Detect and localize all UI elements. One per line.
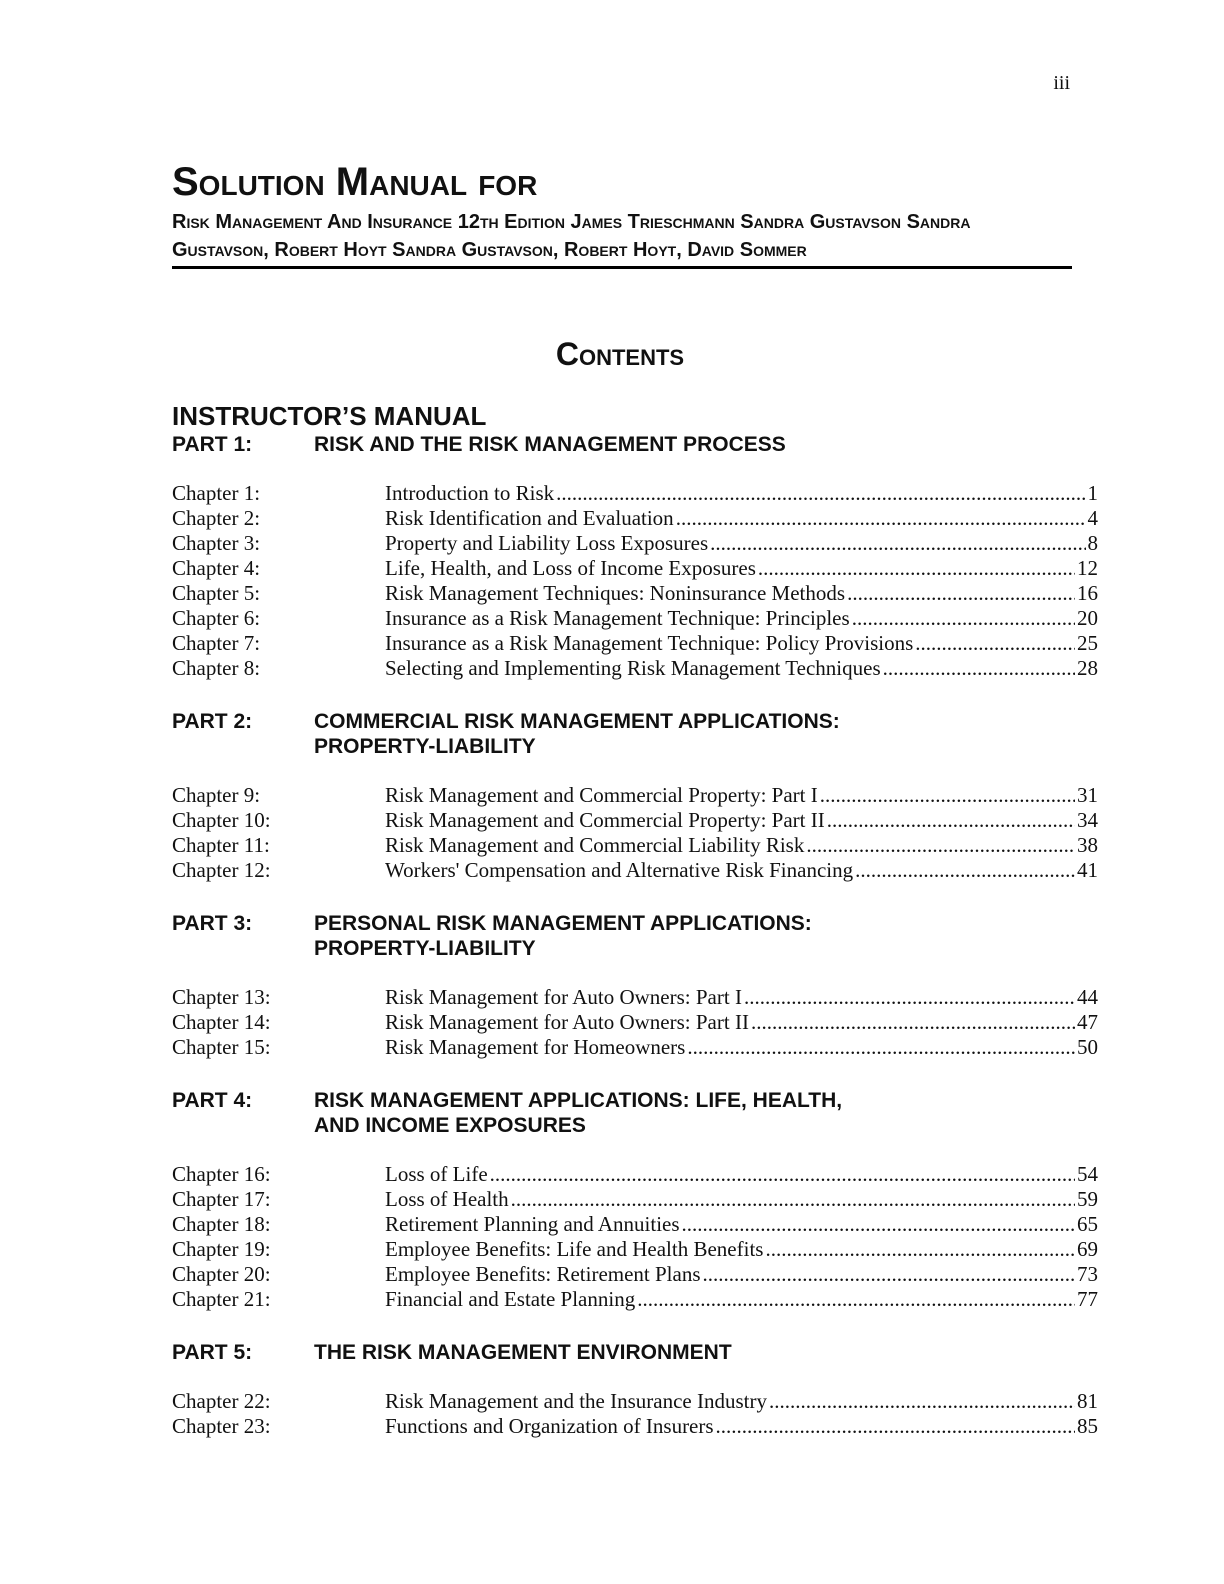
dot-leader (827, 808, 1075, 833)
dot-leader (716, 1414, 1075, 1439)
chapter-title-cell (385, 1262, 1098, 1287)
manual-heading: INSTRUCTOR’S MANUAL (172, 401, 487, 431)
chapter-title-cell (385, 1237, 1098, 1262)
dot-leader (883, 656, 1075, 681)
toc-entry[interactable] (172, 833, 1098, 858)
chapter-title-cell (385, 808, 1098, 833)
chapter-number: Chapter 3: (172, 531, 261, 555)
dot-leader (855, 858, 1075, 883)
part-heading (172, 432, 1098, 457)
chapter-page-number: 41 (1077, 858, 1098, 882)
part-heading (172, 911, 1098, 961)
dot-leader (637, 1287, 1075, 1312)
chapter-title: Introduction to Risk (385, 481, 555, 505)
dot-leader (852, 606, 1075, 631)
toc-entry[interactable] (172, 556, 1098, 581)
chapter-title: Risk Management Techniques: Noninsurance Methods (385, 581, 846, 605)
chapter-title: Risk Management for Auto Owners: Part I (385, 985, 742, 1009)
chapter-page-number: 4 (1087, 506, 1098, 530)
toc-entry[interactable] (172, 481, 1098, 506)
dot-leader (703, 1262, 1075, 1287)
part-heading (172, 1340, 1098, 1365)
toc-entry[interactable] (172, 631, 1098, 656)
chapter-number: Chapter 13: (172, 985, 271, 1009)
dot-leader (915, 631, 1075, 656)
chapter-title-cell (385, 1035, 1098, 1060)
toc-entry[interactable] (172, 1010, 1098, 1035)
dot-leader (744, 985, 1075, 1010)
chapter-number: Chapter 16: (172, 1162, 271, 1186)
chapter-page-number: 69 (1077, 1237, 1098, 1261)
chapter-number: Chapter 11: (172, 833, 270, 857)
chapter-number: Chapter 5: (172, 581, 261, 605)
part-label: PART 4: (172, 1089, 253, 1112)
part-title (314, 1088, 1098, 1138)
chapter-number: Chapter 8: (172, 656, 261, 680)
part-title-line: RISK MANAGEMENT APPLICATIONS: LIFE, HEALTH, (314, 1089, 843, 1112)
chapter-title-cell (385, 1389, 1098, 1414)
chapter-title: Life, Health, and Loss of Income Exposures (385, 556, 756, 580)
chapter-title: Workers' Compensation and Alternative Risk Financing (385, 858, 854, 882)
chapter-list (172, 1162, 1098, 1312)
toc-entry[interactable] (172, 1035, 1098, 1060)
part-label: PART 3: (172, 912, 253, 935)
chapter-title-cell (385, 858, 1098, 883)
toc-part (172, 911, 1098, 1060)
dot-leader (769, 1389, 1075, 1414)
chapter-title: Employee Benefits: Retirement Plans (385, 1262, 701, 1286)
chapter-list (172, 985, 1098, 1060)
chapter-title: Property and Liability Loss Exposures (385, 531, 709, 555)
document-title: Solution Manual for (172, 160, 538, 204)
part-title-line: PROPERTY-LIABILITY (314, 735, 536, 758)
chapter-title-cell (385, 481, 1098, 506)
chapter-title: Functions and Organization of Insurers (385, 1414, 714, 1438)
chapter-title: Risk Management and the Insurance Industry (385, 1389, 767, 1413)
dot-leader (556, 481, 1085, 506)
chapter-number: Chapter 18: (172, 1212, 271, 1236)
toc-entry[interactable] (172, 656, 1098, 681)
toc-entry[interactable] (172, 985, 1098, 1010)
dot-leader (490, 1162, 1075, 1187)
chapter-number: Chapter 15: (172, 1035, 271, 1059)
chapter-number: Chapter 1: (172, 481, 261, 505)
toc-entry[interactable] (172, 531, 1098, 556)
part-title (314, 432, 1098, 457)
chapter-number: Chapter 10: (172, 808, 271, 832)
chapter-number: Chapter 6: (172, 606, 261, 630)
chapter-page-number: 54 (1077, 1162, 1098, 1186)
chapter-title-cell (385, 985, 1098, 1010)
chapter-page-number: 20 (1077, 606, 1098, 630)
chapter-title: Insurance as a Risk Management Technique: Policy Provisions (385, 631, 914, 655)
chapter-page-number: 34 (1077, 808, 1098, 832)
dot-leader (687, 1035, 1075, 1060)
part-title (314, 911, 1098, 961)
chapter-page-number: 85 (1077, 1414, 1098, 1438)
chapter-page-number: 81 (1077, 1389, 1098, 1413)
chapter-title-cell (385, 1162, 1098, 1187)
dot-leader (682, 1212, 1075, 1237)
chapter-number: Chapter 12: (172, 858, 271, 882)
chapter-page-number: 8 (1087, 531, 1098, 555)
chapter-number: Chapter 4: (172, 556, 261, 580)
contents-heading: Contents (555, 336, 685, 372)
part-title-line: RISK AND THE RISK MANAGEMENT PROCESS (314, 433, 786, 456)
toc-entry[interactable] (172, 1414, 1098, 1439)
chapter-number: Chapter 21: (172, 1287, 271, 1311)
title-block (172, 158, 1072, 269)
chapter-title-cell (385, 1287, 1098, 1312)
chapter-page-number: 77 (1077, 1287, 1098, 1311)
chapter-page-number: 65 (1077, 1212, 1098, 1236)
chapter-number: Chapter 22: (172, 1389, 271, 1413)
toc-entry[interactable] (172, 581, 1098, 606)
page-number: iii (1053, 72, 1070, 94)
chapter-list (172, 481, 1098, 681)
chapter-page-number: 38 (1077, 833, 1098, 857)
chapter-title: Risk Management for Auto Owners: Part II (385, 1010, 749, 1034)
chapter-number: Chapter 14: (172, 1010, 271, 1034)
chapter-title: Insurance as a Risk Management Technique: Principles (385, 606, 850, 630)
dot-leader (758, 556, 1075, 581)
part-heading (172, 1088, 1098, 1138)
chapter-title-cell (385, 783, 1098, 808)
part-label: PART 1: (172, 433, 253, 456)
chapter-number: Chapter 9: (172, 783, 261, 807)
chapter-page-number: 31 (1077, 783, 1098, 807)
chapter-title-cell (385, 606, 1098, 631)
toc-entry[interactable] (172, 783, 1098, 808)
chapter-list (172, 1389, 1098, 1439)
toc-entry[interactable] (172, 1237, 1098, 1262)
dot-leader (765, 1237, 1075, 1262)
toc-entry[interactable] (172, 606, 1098, 631)
chapter-title: Financial and Estate Planning (385, 1287, 636, 1311)
chapter-title: Risk Management for Homeowners (385, 1035, 686, 1059)
chapter-page-number: 12 (1077, 556, 1098, 580)
chapter-page-number: 50 (1077, 1035, 1098, 1059)
part-title-line: THE RISK MANAGEMENT ENVIRONMENT (314, 1341, 732, 1364)
dot-leader (847, 581, 1075, 606)
chapter-number: Chapter 19: (172, 1237, 271, 1261)
dot-leader (820, 783, 1075, 808)
chapter-title: Selecting and Implementing Risk Management Techniques (385, 656, 881, 680)
toc-entry[interactable] (172, 1287, 1098, 1312)
chapter-page-number: 16 (1077, 581, 1098, 605)
toc-entry[interactable] (172, 1262, 1098, 1287)
toc-entry[interactable] (172, 808, 1098, 833)
toc-part (172, 1340, 1098, 1439)
part-label: PART 2: (172, 710, 253, 733)
chapter-title: Loss of Life (385, 1162, 488, 1186)
table-of-contents (172, 400, 1098, 1439)
chapter-page-number: 47 (1077, 1010, 1098, 1034)
chapter-title-cell (385, 556, 1098, 581)
part-title-line: PERSONAL RISK MANAGEMENT APPLICATIONS: (314, 912, 812, 935)
chapter-number: Chapter 20: (172, 1262, 271, 1286)
chapter-page-number: 59 (1077, 1187, 1098, 1211)
chapter-title-cell (385, 656, 1098, 681)
chapter-title-cell (385, 581, 1098, 606)
chapter-page-number: 1 (1087, 481, 1098, 505)
chapter-title: Risk Identification and Evaluation (385, 506, 674, 530)
part-title-line: PROPERTY-LIABILITY (314, 937, 536, 960)
toc-entry[interactable] (172, 506, 1098, 531)
chapter-title-cell (385, 1187, 1098, 1212)
toc-entry[interactable] (172, 1162, 1098, 1187)
dot-leader (511, 1187, 1075, 1212)
chapter-title: Risk Management and Commercial Liability Risk (385, 833, 805, 857)
chapter-title: Employee Benefits: Life and Health Benefits (385, 1237, 764, 1261)
parts-container (172, 432, 1098, 1439)
toc-entry[interactable] (172, 858, 1098, 883)
chapter-title: Risk Management and Commercial Property: Part II (385, 808, 825, 832)
chapter-page-number: 73 (1077, 1262, 1098, 1286)
chapter-title-cell (385, 1010, 1098, 1035)
dot-leader (806, 833, 1075, 858)
chapter-title-cell (385, 1414, 1098, 1439)
toc-part (172, 1088, 1098, 1312)
part-label: PART 5: (172, 1341, 253, 1364)
chapter-page-number: 28 (1077, 656, 1098, 680)
chapter-title: Loss of Health (385, 1187, 509, 1211)
toc-entry[interactable] (172, 1389, 1098, 1414)
chapter-list (172, 783, 1098, 883)
toc-part (172, 709, 1098, 883)
chapter-title: Retirement Planning and Annuities (385, 1212, 680, 1236)
chapter-title-cell (385, 531, 1098, 556)
chapter-page-number: 44 (1077, 985, 1098, 1009)
dot-leader (751, 1010, 1075, 1035)
chapter-title-cell (385, 631, 1098, 656)
part-title (314, 709, 1098, 759)
part-title (314, 1340, 1098, 1365)
chapter-title-cell (385, 506, 1098, 531)
chapter-number: Chapter 2: (172, 506, 261, 530)
toc-entry[interactable] (172, 1212, 1098, 1237)
dot-leader (710, 531, 1085, 556)
chapter-number: Chapter 23: (172, 1414, 271, 1438)
chapter-title: Risk Management and Commercial Property: Part I (385, 783, 818, 807)
toc-part (172, 432, 1098, 681)
part-heading (172, 709, 1098, 759)
dot-leader (676, 506, 1086, 531)
part-title-line: COMMERCIAL RISK MANAGEMENT APPLICATIONS: (314, 710, 840, 733)
document-subtitle: Risk Management And Insurance 12th Edition James Trieschmann Sandra Gustavson Sandra Gustavson, Robert Hoyt Sandra Gustavson, Robert Hoyt, David Sommer (172, 211, 971, 261)
chapter-page-number: 25 (1077, 631, 1098, 655)
chapter-number: Chapter 7: (172, 631, 261, 655)
part-title-line: AND INCOME EXPOSURES (314, 1114, 586, 1137)
toc-entry[interactable] (172, 1187, 1098, 1212)
chapter-title-cell (385, 833, 1098, 858)
chapter-number: Chapter 17: (172, 1187, 271, 1211)
chapter-title-cell (385, 1212, 1098, 1237)
